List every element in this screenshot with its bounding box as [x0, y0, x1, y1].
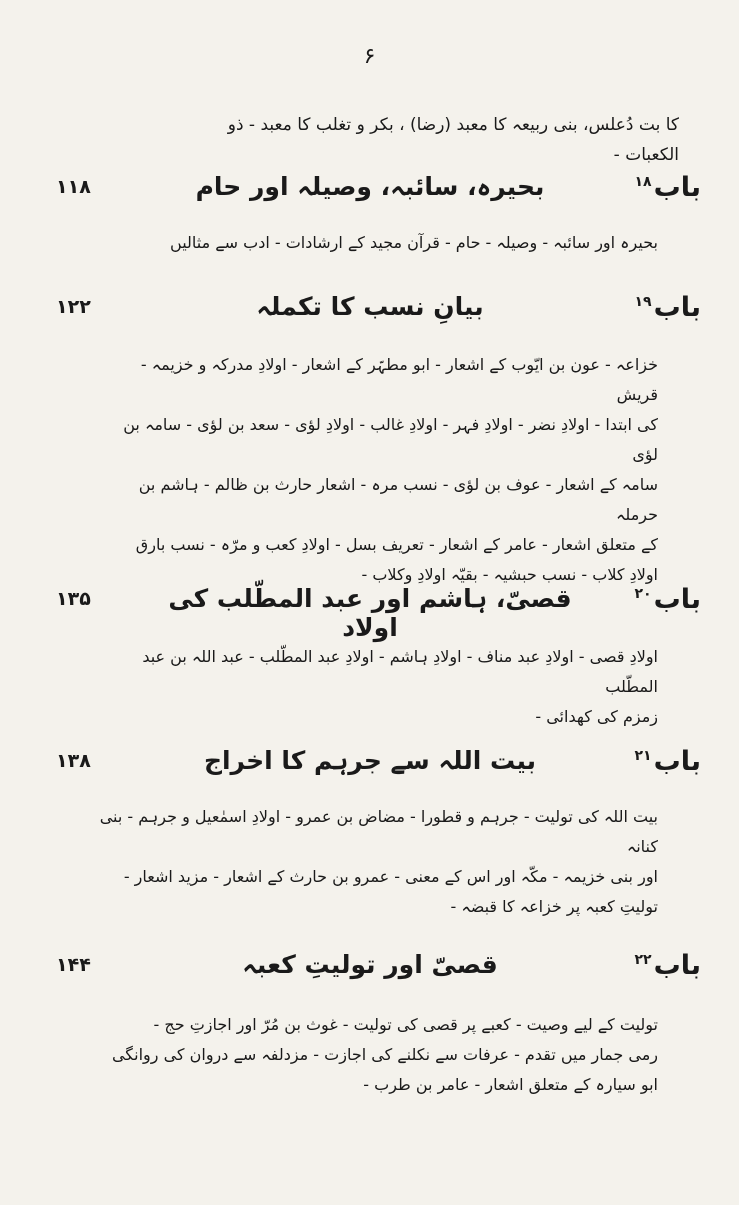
- page-number: ۶: [363, 44, 376, 69]
- intro-line: کا بت دُعلس، بنی ربیعہ کا معبد (رضا) ، بکر و تغلب کا معبد - ذو الکعبات -: [227, 115, 679, 165]
- chapter-label: باب$^{۲۰}$: [634, 584, 701, 615]
- contents-line: سامہ کے اشعار - عوف بن لؤی - نسب مرہ - اشعار حارث بن ظالم - ہاشم بن حرملہ: [138, 475, 658, 524]
- contents-line: کے متعلق اشعار - عامر کے اشعار - تعریف بسل - اولادِ کعب و مرّہ - نسب بارق: [135, 535, 658, 554]
- chapter-title: بیانِ نسب کا تکملہ: [256, 292, 484, 321]
- chapter-contents: [98, 1010, 658, 1100]
- chapter-number: ۲۱: [634, 748, 652, 764]
- chapter-page-number: ۱۳۸: [56, 750, 91, 772]
- chapter-label: باب$^{۱۸}$: [634, 172, 701, 203]
- contents-line: اولادِ کلاب - نسب حبشیہ - بقیّہ اولادِ وکلاب -: [361, 565, 658, 584]
- chapter-label: باب$^{۲۲}$: [634, 950, 701, 981]
- chapter-title: بحیرہ، سائبہ، وصیلہ اور حام: [195, 172, 545, 201]
- chapter-title: قصیّ، ہاشم اور عبد المطّلب کی اولاد: [168, 584, 572, 642]
- contents-line: کی ابتدا - اولادِ نضر - اولادِ فہر - اولادِ غالب - اولادِ لؤی - سعد بن لؤی - سامہ بن لؤی: [123, 415, 658, 464]
- contents-line: تولیت کے لیے وصیت - کعبے پر قصی کی تولیت - غوث بن مُرّ اور اجازتِ حج -: [153, 1015, 658, 1034]
- contents-line: بحیرہ اور سائبہ - وصیلہ - حام - قرآن مجید کے ارشادات - ادب سے مثالیں: [170, 233, 658, 252]
- contents-line: زمزم کی کھدائی -: [535, 707, 658, 726]
- chapter-page-number: ۱۴۴: [56, 954, 91, 976]
- chapter-contents: [98, 642, 658, 732]
- chapter-number: ۱۸: [634, 174, 652, 190]
- contents-line: خزاعہ - عون بن ایّوب کے اشعار - ابو مطہّر کے اشعار - اولادِ مدرکہ و خزیمہ - قریش: [140, 355, 658, 404]
- chapter-contents: [98, 350, 658, 590]
- chapter-page-number: ۱۱۸: [56, 176, 91, 198]
- chapter-label: باب$^{۲۱}$: [634, 746, 701, 777]
- contents-line: تولیتِ کعبہ پر خزاعہ کا قبضہ -: [450, 897, 658, 916]
- chapter-label: باب$^{۱۹}$: [634, 292, 701, 323]
- chapter-number: ۲۲: [634, 952, 652, 968]
- chapter-page-number: ۱۲۲: [56, 296, 91, 318]
- contents-line: ابو سیارہ کے متعلق اشعار - عامر بن طرب -: [363, 1075, 658, 1094]
- chapter-contents: [98, 802, 658, 922]
- chapter-title: قصیّ اور تولیتِ کعبہ: [242, 950, 498, 979]
- chapter-title: بیت اللہ سے جرہم کا اخراج: [203, 746, 537, 775]
- contents-line: بیت اللہ کی تولیت - جرہم و قطورا - مضاض بن عمرو - اولادِ اسمٰعیل و جرہم - بنی کنانہ: [99, 807, 658, 856]
- chapter-contents: [98, 228, 658, 258]
- chapter-number: ۲۰: [634, 586, 652, 602]
- chapter-number: ۱۹: [634, 294, 652, 310]
- chapter-page-number: ۱۳۵: [56, 588, 91, 610]
- contents-line: اولادِ قصی - اولادِ عبد مناف - اولادِ ہاشم - اولادِ عبد المطّلب - عبد اللہ بن عبد المطّلب: [142, 647, 658, 696]
- contents-line: اور بنی خزیمہ - مکّہ اور اس کے معنی - عمرو بن حارث کے اشعار - مزید اشعار -: [123, 867, 658, 886]
- contents-line: رمی جمار میں تقدم - عرفات سے نکلنے کی اجازت - مزدلفہ سے دروان کی روانگی: [111, 1045, 658, 1064]
